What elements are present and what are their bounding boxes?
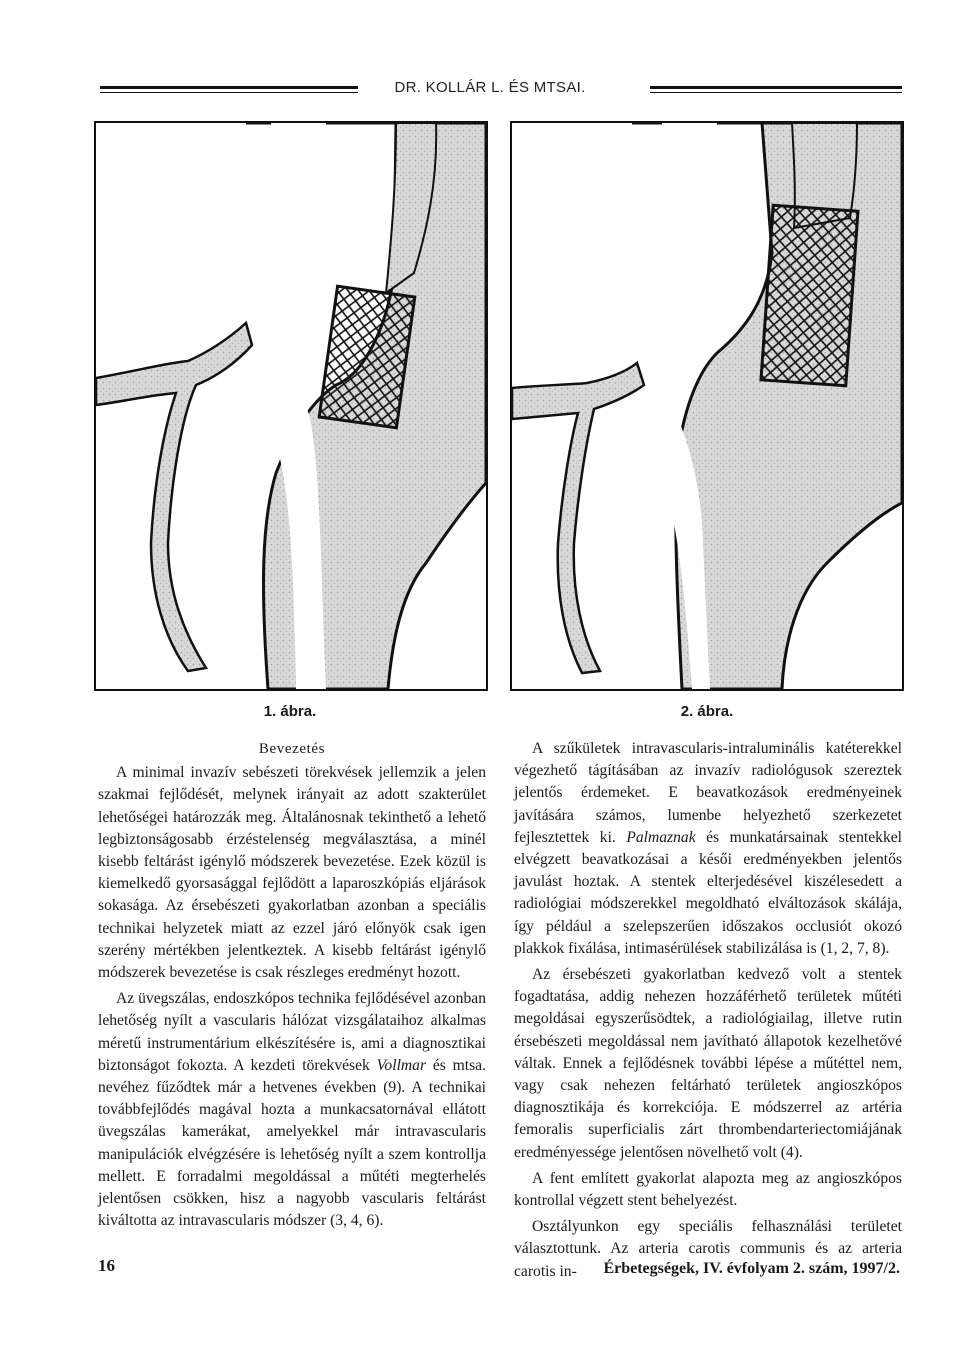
paragraph: A minimal invazív sebészeti törekvések jellemzik a jelen szakmai fejlődését, melynek irányait az adott szakterület lehetőségei határozzák meg. Általánosnak tekinthető a lehető legbiztonságosabb érzéstelenség megválasztása, a minél kisebb feltárást igénylő módszerek bevezetése. Ezek közül is kiemelkedő gyorsasággal fejlődött a laparoszkópiás eljárások sokasága. Az érsebészeti gyakorlatban azonban a speciális technikai helyzetek miatt az ezzel járó előnyök csak igen szerény mértékben jelentkeztek. A kisebb feltárást igénylő módszerek bevezetése is csak részleges eredményt hozott. — [98, 764, 486, 982]
figure-2-illustration — [512, 123, 902, 689]
header-rule-right — [650, 86, 902, 89]
paragraph-text: és munkatársainak stentekkel elvégzett beavatkozásai a késői eredményekben jelentős javulást hoztak. A stentek elterjedésével kiszélesedett a radiológiai módszerekkel megoldható elváltozások skálája, így például a szelepszerűen időszakos occlusiót okozó plakkok fixálása, intimasérülések stabilizálása is (1, 2, 7, 8). — [514, 828, 902, 957]
author-name: Palmaznak — [626, 828, 696, 846]
vessel-side-branch — [96, 323, 252, 671]
stent-mesh — [319, 286, 415, 428]
figure-1-illustration — [96, 123, 486, 689]
paragraph-text: A technikai továbbfejlődés magával hozta a munkacsatornával ellátott üvegszálas kamerákat, amelyekkel már intravascularis manipulációk elvégzésére is lehetőség nyílt a szem kontrollja mellett. E forradalmi megoldással a műtéti megterhelés jelentősen csökken, hisz a nagyobb vascularis feltárást kiváltotta az intravascularis módszer (3, 4, 6). — [98, 1079, 487, 1230]
figure-2-frame — [510, 121, 904, 691]
section-heading: Bevezetés — [258, 741, 326, 757]
header-rule-right-thin — [650, 92, 902, 93]
paragraph-text: Az üvegszálas, endoszkópos technika fejlődésével azonban lehetőség nyílt a vascularis hálózat vizsgálataihoz alkalmas méretű instrumentárium elkészítésére is, ami a diagnosztikai biztonságot fokozta. A kezdeti törekvések — [98, 990, 486, 1074]
paragraph-text: és mtsa. nevéhez fűződtek már a hetvenes években (9). — [98, 1056, 486, 1097]
right-column — [514, 738, 902, 1287]
running-head: DR. KOLLÁR L. ÉS MTSAI. — [394, 79, 586, 96]
paragraph-text: A szűkületek intravascularis-intraluminális katéterekkel végezhető tágításában az invazív radiológusok szereztek jelentős érdemeket. E beavatkozások eredményeinek javítására számos, lumenbe helyezhető szerkezetet fejlesztettek ki. — [514, 740, 902, 846]
paragraph — [98, 988, 486, 1232]
paragraph: Osztályunkon egy speciális felhasználási területet választottunk. Az arteria carotis communis és az arteria carotis in- — [514, 1218, 902, 1280]
figure-1-caption: 1. ábra. — [263, 703, 317, 720]
journal-reference: Érbetegségek, IV. évfolyam 2. szám, 1997/2. — [603, 1260, 900, 1277]
paragraph — [514, 738, 902, 960]
stent-mesh — [761, 205, 858, 386]
author-name: Vollmar — [376, 1056, 427, 1074]
figure-1-frame — [94, 121, 488, 691]
figure-2-caption: 2. ábra. — [680, 703, 734, 720]
header-rule-left-thin — [100, 92, 358, 93]
paragraph: A fent említett gyakorlat alapozta meg az angioszkópos kontrollal végzett stent behelyezést. — [514, 1169, 902, 1210]
vessel-side-branch — [512, 363, 644, 673]
paragraph: Az érsebészeti gyakorlatban kedvező volt a stentek fogadtatása, addig nehezen hozzáférhető területek műtéti megoldásai egyszerűsödtek, a radiológiailag, illetve rutin érsebészeti megoldással nem javítható állapotok kezelhetővé váltak. Ennek a fejlődésnek további lépése a műtéttel nem, vagy csak nehezen feltárható területek angioszkópos diagnosztikája és korrekciója. E módszerrel az artéria femoralis superficialis zárt thrombendarteriectomiájának eredményessége jelentősen növelhető volt (4). — [514, 966, 902, 1161]
left-column — [98, 738, 486, 1236]
page-number: 16 — [98, 1256, 115, 1275]
header-rule-left — [100, 86, 358, 89]
